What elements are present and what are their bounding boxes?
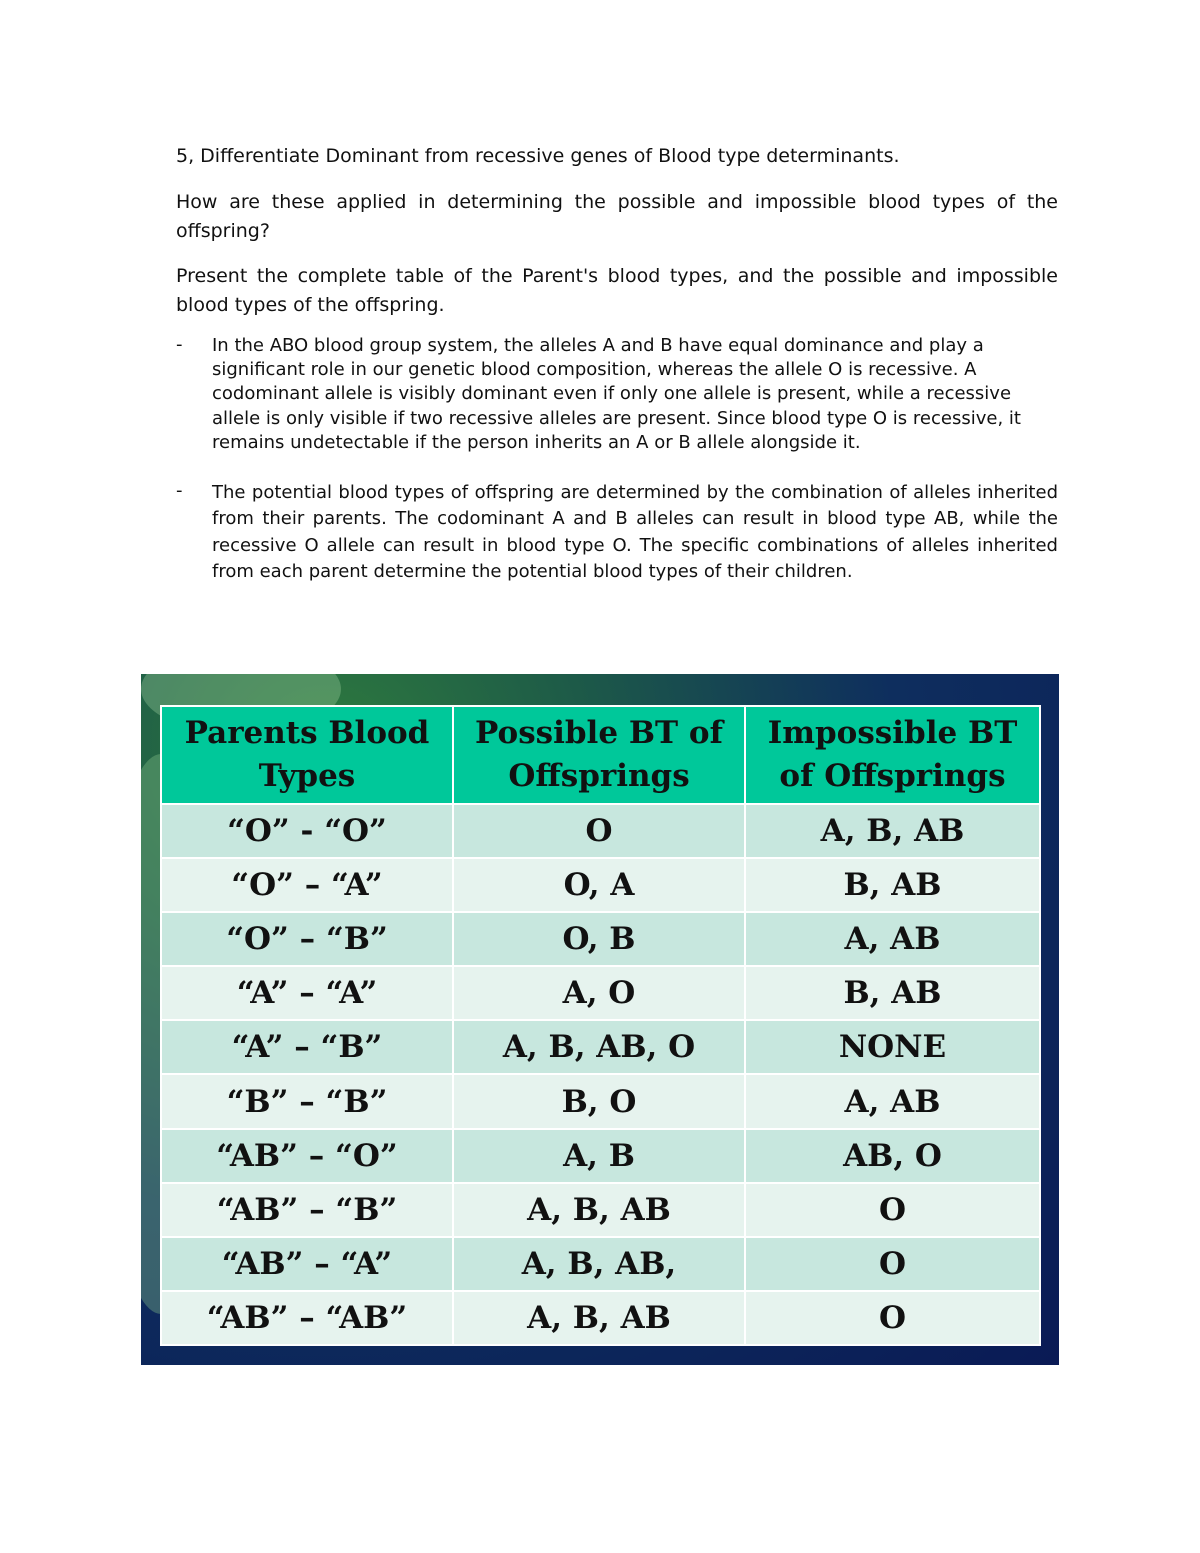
possible-cell: A, B, AB, xyxy=(453,1237,745,1291)
blood-type-table-image xyxy=(141,674,1059,1365)
header-impossible-bt: Impossible BT of Offsprings xyxy=(745,706,1040,804)
impossible-cell: O xyxy=(745,1183,1040,1237)
possible-cell: B, O xyxy=(453,1074,745,1128)
possible-cell: A, B xyxy=(453,1129,745,1183)
impossible-cell: O xyxy=(745,1237,1040,1291)
impossible-cell: A, AB xyxy=(745,1074,1040,1128)
blood-type-table xyxy=(160,705,1041,1346)
question-line-1: 5, Differentiate Dominant from recessive genes of Blood type determinants. xyxy=(176,145,900,167)
table-row xyxy=(161,1020,1040,1074)
parents-cell: “A” – “A” xyxy=(161,966,453,1020)
parents-cell: “AB” – “O” xyxy=(161,1129,453,1183)
parents-cell: “AB” – “B” xyxy=(161,1183,453,1237)
impossible-cell: NONE xyxy=(745,1020,1040,1074)
table-row xyxy=(161,1183,1040,1237)
table-row xyxy=(161,804,1040,858)
bullet-marker: - xyxy=(176,334,183,355)
parents-cell: “A” – “B” xyxy=(161,1020,453,1074)
parents-cell: “O” - “O” xyxy=(161,804,453,858)
parents-cell: “O” – “A” xyxy=(161,858,453,912)
table-row xyxy=(161,966,1040,1020)
impossible-cell: B, AB xyxy=(745,858,1040,912)
question-line-2: How are these applied in determining the possible and impossible blood types of the offspring? xyxy=(176,191,1058,242)
possible-cell: A, O xyxy=(453,966,745,1020)
table-header-row xyxy=(161,706,1040,804)
table-row xyxy=(161,1291,1040,1345)
bullet-text: In the ABO blood group system, the alleles A and B have equal dominance and play a significant role in our genetic blood composition, whereas the allele O is recessive. A codominant allele is visibly dominant even if only one allele is present, while a recessive allele is only visible if two recessive alleles are present. Since blood type O is recessive, it remains undetectable if the person inherits an A or B allele alongside it. xyxy=(212,335,1021,453)
possible-cell: O xyxy=(453,804,745,858)
impossible-cell: O xyxy=(745,1291,1040,1345)
table-row xyxy=(161,912,1040,966)
table-row xyxy=(161,1074,1040,1128)
possible-cell: O, A xyxy=(453,858,745,912)
impossible-cell: A, AB xyxy=(745,912,1040,966)
parents-cell: “B” – “B” xyxy=(161,1074,453,1128)
table-row xyxy=(161,1237,1040,1291)
bullet-marker: - xyxy=(176,480,183,501)
possible-cell: A, B, AB, O xyxy=(453,1020,745,1074)
parents-cell: “O” – “B” xyxy=(161,912,453,966)
impossible-cell: B, AB xyxy=(745,966,1040,1020)
possible-cell: O, B xyxy=(453,912,745,966)
possible-cell: A, B, AB xyxy=(453,1183,745,1237)
table-row xyxy=(161,858,1040,912)
bullet-text: The potential blood types of offspring are determined by the combination of alleles inherited from their parents. The codominant A and B alleles can result in blood type AB, while the recessive O allele can result in blood type O. The specific combinations of alleles inherited from each parent determine the potential blood types of their children. xyxy=(212,482,1058,582)
impossible-cell: AB, O xyxy=(745,1129,1040,1183)
parents-cell: “AB” – “A” xyxy=(161,1237,453,1291)
header-parents-blood-types: Parents Blood Types xyxy=(161,706,453,804)
impossible-cell: A, B, AB xyxy=(745,804,1040,858)
possible-cell: A, B, AB xyxy=(453,1291,745,1345)
header-possible-bt: Possible BT of Offsprings xyxy=(453,706,745,804)
question-line-3: Present the complete table of the Parent's blood types, and the possible and impossible blood types of the offspring. xyxy=(176,265,1058,316)
table-row xyxy=(161,1129,1040,1183)
parents-cell: “AB” – “AB” xyxy=(161,1291,453,1345)
